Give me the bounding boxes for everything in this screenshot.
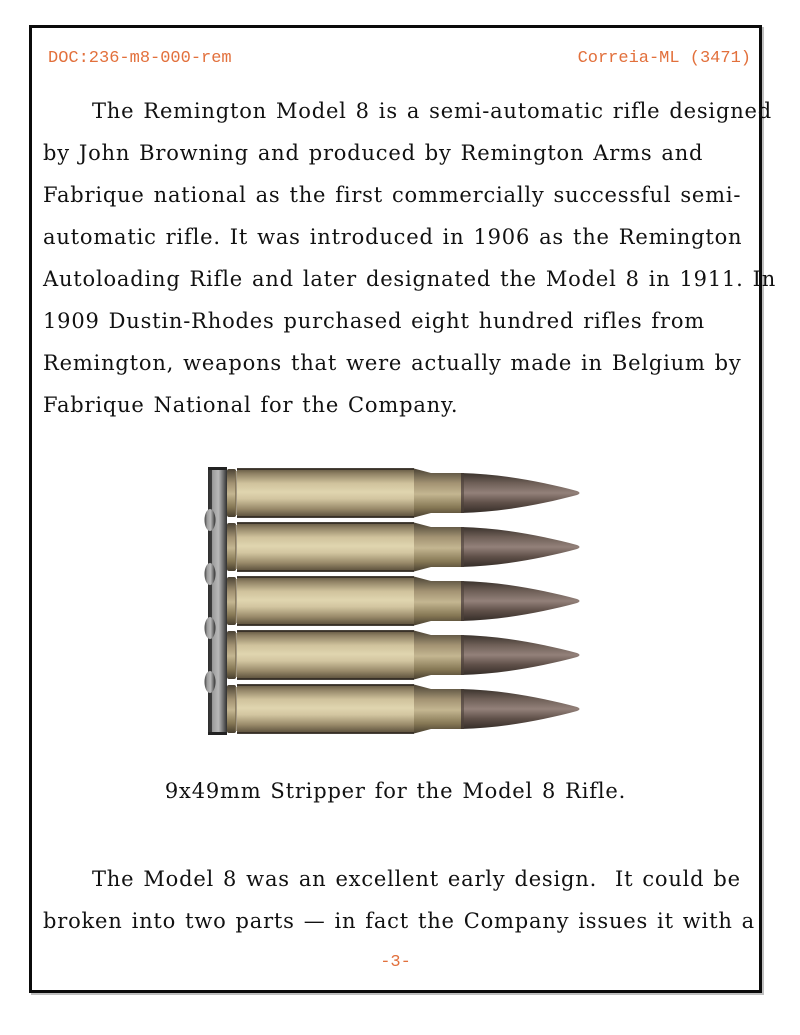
body-line: Fabrique national as the first commercially successful semi- bbox=[43, 183, 742, 207]
body-line: Remington, weapons that were actually made in Belgium by bbox=[43, 351, 742, 375]
cartridge bbox=[227, 468, 580, 518]
cartridge bbox=[227, 522, 580, 572]
paragraph-2 bbox=[43, 858, 753, 942]
body-line: Fabrique National for the Company. bbox=[43, 393, 459, 417]
body-line: The Model 8 was an excellent early design. It could be bbox=[92, 867, 741, 891]
image-caption: 9x49mm Stripper for the Model 8 Rifle. bbox=[164, 779, 627, 803]
stripper-clip-illustration bbox=[203, 458, 603, 743]
body-line: automatic rifle. It was introduced in 1906 as the Remington bbox=[43, 225, 743, 249]
paragraph-1 bbox=[43, 90, 777, 426]
reference-label: Correia-ML (3471) bbox=[577, 49, 751, 68]
body-line: Autoloading Rifle and later designated the Model 8 in 1911. In bbox=[43, 267, 777, 291]
doc-id-label: DOC:236-m8-000-rem bbox=[48, 49, 232, 68]
body-line: The Remington Model 8 is a semi-automatic rifle designed bbox=[92, 99, 772, 123]
body-line: broken into two parts — in fact the Company issues it with a bbox=[43, 909, 755, 933]
page-header bbox=[48, 48, 751, 70]
body-line: by John Browning and produced by Remington Arms and bbox=[43, 141, 704, 165]
cartridge bbox=[227, 684, 580, 734]
page-number: -3- bbox=[380, 953, 411, 972]
cartridge bbox=[227, 576, 580, 626]
stripper-clip-photo bbox=[203, 458, 603, 743]
stripper-clip bbox=[205, 467, 228, 735]
page-frame bbox=[29, 25, 777, 993]
body-line: 1909 Dustin-Rhodes purchased eight hundred rifles from bbox=[43, 309, 705, 333]
cartridge bbox=[227, 630, 580, 680]
